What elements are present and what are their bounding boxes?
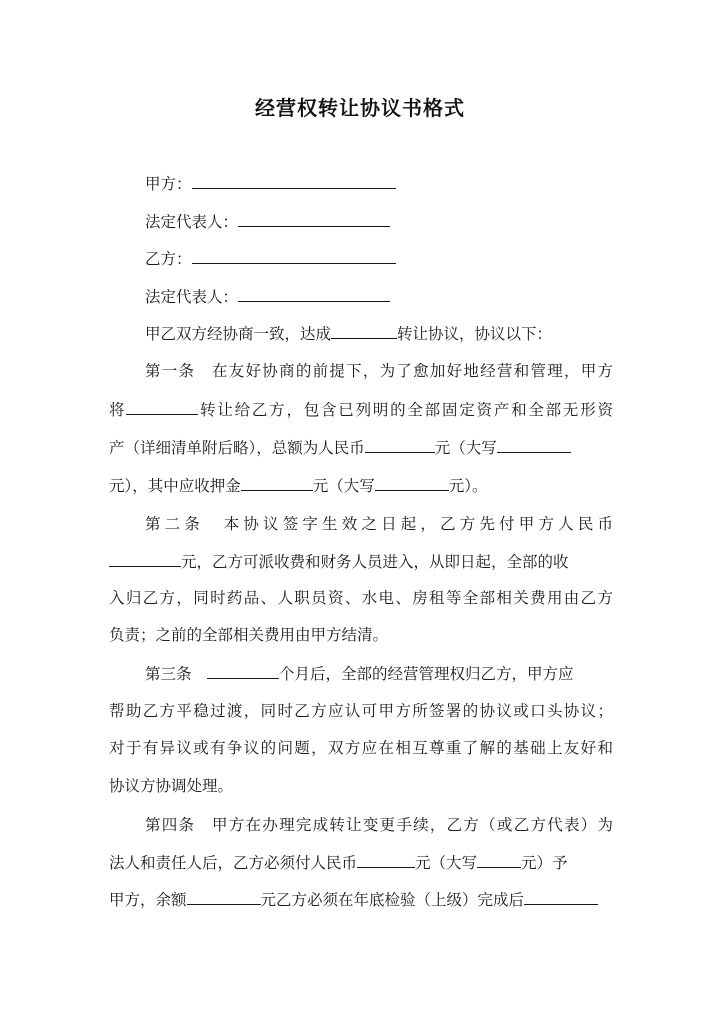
party-a-rep-label: 法定代表人： bbox=[145, 213, 239, 231]
party-b-label: 乙方： bbox=[145, 250, 192, 268]
article4-l3-b: 元乙方必须在年底检验（上级）完成后 bbox=[260, 891, 525, 909]
article1-line3 bbox=[109, 436, 613, 459]
article2-line4: 负责；之前的全部相关费用由甲方结清。 bbox=[109, 626, 389, 644]
party-b-blank bbox=[192, 247, 396, 264]
article1-l4-c: 元）。 bbox=[448, 477, 488, 495]
article3-line1 bbox=[145, 662, 613, 685]
article1-blank1 bbox=[126, 398, 198, 415]
article1-blank3 bbox=[497, 436, 571, 453]
article1-l2-a: 将 bbox=[109, 401, 127, 419]
article1-l4-a: 元），其中应收押金 bbox=[109, 477, 241, 495]
article3-l1-b: 个月后，全部的经营管理权归乙方，甲方应 bbox=[279, 665, 574, 683]
article3-line4: 协议方协调处理。 bbox=[109, 777, 234, 795]
party-a-blank bbox=[192, 172, 396, 189]
article1-blank2 bbox=[365, 436, 435, 453]
party-b-rep-blank bbox=[238, 285, 390, 302]
article4-l2-b: 元（大写 bbox=[415, 854, 478, 872]
article1-line1: 第一条 在友好协商的前提下，为了愈加好地经营和管理，甲方 bbox=[145, 362, 613, 380]
party-a-rep-line bbox=[145, 210, 613, 233]
party-b-rep-line bbox=[145, 285, 613, 308]
party-b-rep-label: 法定代表人： bbox=[145, 288, 239, 306]
article3-line3: 对于有异议或有争议的问题，双方应在相互尊重了解的基础上友好和 bbox=[109, 739, 613, 757]
article4-blank1 bbox=[357, 851, 415, 868]
article1-l3-a: 产（详细清单附后略），总额为人民币 bbox=[109, 439, 365, 457]
article2-line1: 第二条 本协议签字生效之日起，乙方先付甲方人民币 bbox=[145, 515, 613, 533]
party-a-rep-blank bbox=[238, 210, 390, 227]
article3-line2: 帮助乙方平稳过渡，同时乙方应认可甲方所签署的协议或口头协议； bbox=[109, 702, 613, 720]
article1-blank4 bbox=[241, 474, 313, 491]
article4-line3 bbox=[109, 888, 613, 911]
article1-l3-b: 元（大写 bbox=[434, 439, 497, 457]
article2-line2 bbox=[109, 550, 613, 573]
party-b-line bbox=[145, 247, 613, 270]
intro-line bbox=[145, 322, 613, 345]
article4-l2-c: 元）予 bbox=[521, 854, 568, 872]
intro-blank bbox=[331, 322, 397, 339]
article4-blank2 bbox=[477, 851, 521, 868]
article4-line2 bbox=[109, 851, 613, 874]
article3-blank1 bbox=[207, 662, 279, 679]
intro-before: 甲乙双方经协商一致，达成 bbox=[145, 325, 332, 343]
article1-l4-b: 元（大写 bbox=[312, 477, 375, 495]
article2-l2-b: 元，乙方可派收费和财务人员进入，从即日起，全部的收 bbox=[181, 553, 569, 571]
article4-blank4 bbox=[524, 888, 598, 905]
article3-l1-a: 第三条 bbox=[145, 665, 208, 683]
party-a-line bbox=[145, 172, 613, 195]
article4-line1: 第四条 甲方在办理完成转让变更手续，乙方（或乙方代表）为 bbox=[145, 816, 613, 834]
document-title: 经营权转让协议书格式 bbox=[255, 96, 465, 120]
article2-blank1 bbox=[109, 550, 181, 567]
article2-line3: 入归乙方，同时药品、人职员资、水电、房租等全部相关费用由乙方 bbox=[109, 589, 613, 607]
article1-line4 bbox=[109, 474, 613, 497]
article4-l2-a: 法人和责任人后，乙方必须付人民币 bbox=[109, 854, 358, 872]
article1-l2-b: 转让给乙方，包含已列明的全部固定资产和全部无形资 bbox=[198, 401, 613, 419]
article4-l3-a: 甲方，余额 bbox=[109, 891, 187, 909]
article1-line2 bbox=[109, 398, 613, 421]
article4-blank3 bbox=[187, 888, 261, 905]
intro-after: 转让协议，协议以下： bbox=[397, 325, 553, 343]
article1-blank5 bbox=[375, 474, 449, 491]
party-a-label: 甲方： bbox=[145, 175, 192, 193]
